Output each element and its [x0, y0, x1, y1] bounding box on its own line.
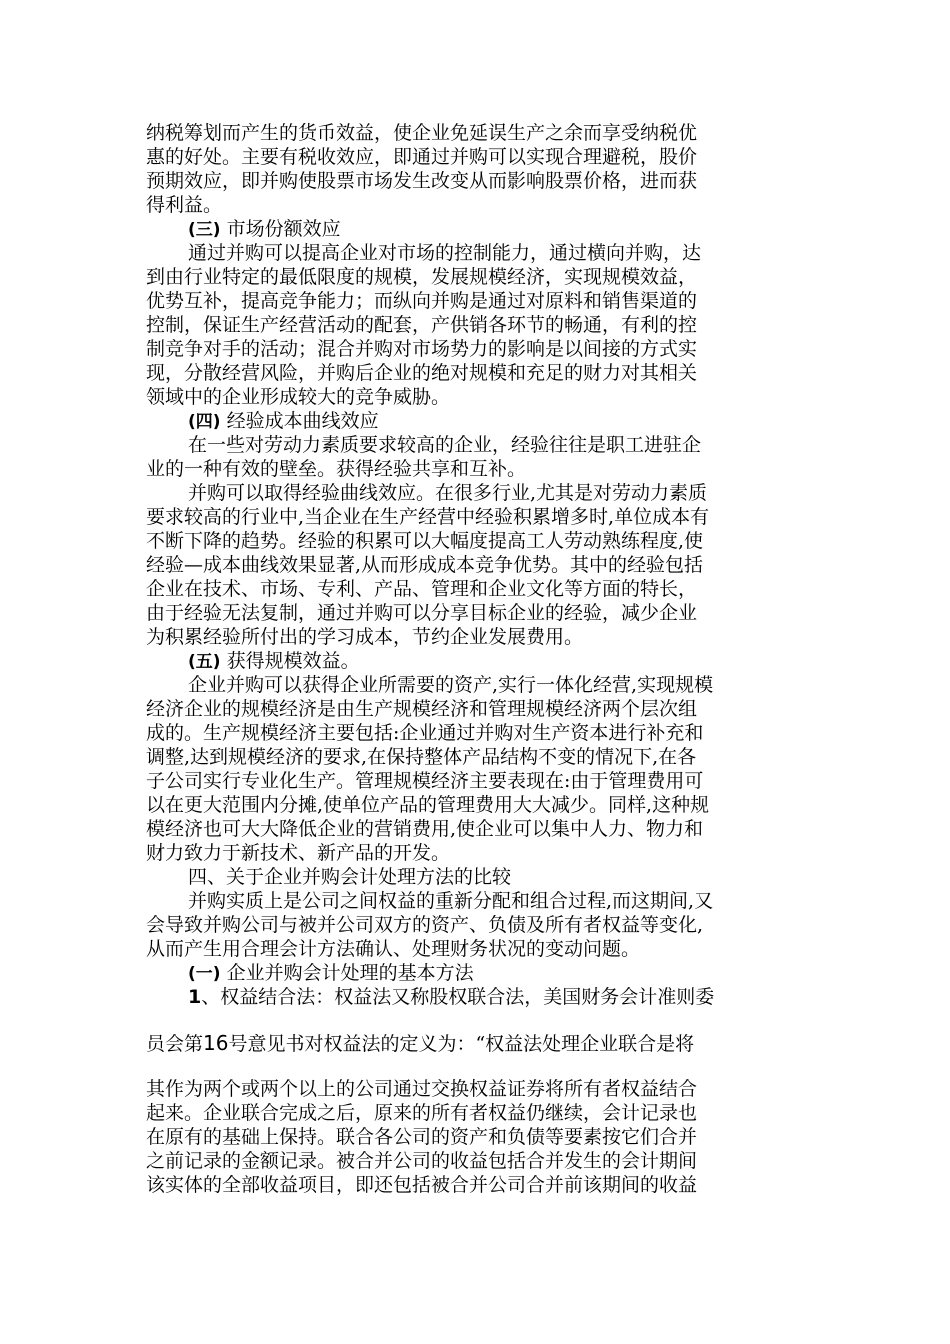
heading-number: (三)	[188, 220, 221, 240]
heading-market-share-effect	[146, 217, 806, 241]
text-line: 并购可以取得经验曲线效应。在很多行业,尤其是对劳动力素质	[188, 482, 708, 504]
text-line: 预期效应，即并购使股票市场发生改变从而影响股票价格，进而获	[146, 170, 698, 192]
text-line	[146, 985, 806, 1009]
text-line: 经济企业的规模经济是由生产规模经济和管理规模经济两个层次组	[146, 698, 698, 720]
heading-scale-benefit	[146, 649, 806, 673]
text-span: 员会第	[146, 1033, 204, 1055]
text-line: 在原有的基础上保持。联合各公司的资产和负债等要素按它们合并	[146, 1126, 698, 1148]
heading-number: (四)	[188, 412, 221, 432]
text-line: 业的一种有效的壁垒。获得经验共享和互补。	[146, 458, 527, 480]
paragraph-experience-barrier	[146, 433, 806, 481]
paragraph-market-control	[146, 241, 806, 409]
heading-text: 市场份额效应	[220, 218, 341, 240]
text-line: 到由行业特定的最低限度的规模，发展规模经济，实现规模效益，	[146, 266, 698, 288]
paragraph-merger-essence	[146, 889, 806, 961]
heading-basic-methods	[146, 961, 806, 985]
text-line: 企业在技术、市场、专利、产品、管理和企业文化等方面的特长，	[146, 578, 698, 600]
paragraph-pooling-method	[146, 985, 806, 1055]
text-line: 在一些对劳动力素质要求较高的企业，经验往往是职工进驻企	[188, 434, 702, 456]
text-line: 纳税筹划而产生的货币效益，使企业免延误生产之余而享受纳税优	[146, 122, 698, 144]
text-line: 惠的好处。主要有税收效应，即通过并购可以实现合理避税，股价	[146, 146, 698, 168]
text-line: 经验—成本曲线效果显著,从而形成成本竞争优势。其中的经验包括	[146, 554, 704, 576]
text-line: 成的。生产规模经济主要包括:企业通过并购对生产资本进行补充和	[146, 722, 704, 744]
paragraph-pooling-definition	[146, 1077, 806, 1197]
opinion-number: 16	[203, 1031, 229, 1055]
text-span: 号意见书对权益法的定义为：“权益法处理企业联合是将	[228, 1033, 695, 1055]
text-line: 优势互补，提高竞争能力；而纵向并购是通过对原料和销售渠道的	[146, 290, 698, 312]
text-line: 不断下降的趋势。经验的积累可以大幅度提高工人劳动熟练程度,使	[146, 530, 704, 552]
text-span: 、权益结合法：权益法又称股权联合法，美国财务会计准则委	[201, 986, 715, 1008]
text-line: 其作为两个或两个以上的公司通过交换权益证券将所有者权益结合	[146, 1078, 698, 1100]
text-line: 领域中的企业形成较大的竞争威胁。	[146, 386, 451, 408]
paragraph-experience-curve	[146, 481, 806, 649]
text-line: 企业并购可以获得企业所需要的资产,实行一体化经营,实现规模	[188, 674, 714, 696]
text-line: 子公司实行专业化生产。管理规模经济主要表现在:由于管理费用可	[146, 770, 704, 792]
item-number: 1	[188, 986, 202, 1008]
text-line: 财力致力于新技术、新产品的开发。	[146, 842, 451, 864]
paragraph-tax-benefit	[146, 121, 806, 217]
text-line: 由于经验无法复制，通过并购可以分享目标企业的经验，减少企业	[146, 602, 698, 624]
text-line: 制竞争对手的活动；混合并购对市场势力的影响是以间接的方式实	[146, 338, 698, 360]
text-line: 从而产生用合理会计方法确认、处理财务状况的变动问题。	[146, 938, 641, 960]
text-line: 要求较高的行业中,当企业在生产经营中经验积累增多时,单位成本有	[146, 506, 710, 528]
text-line	[146, 1031, 806, 1055]
document-page	[146, 121, 806, 1197]
heading-text: 企业并购会计处理的基本方法	[220, 962, 474, 984]
heading-text: 经验成本曲线效应	[220, 410, 379, 432]
text-line: 起来。企业联合完成之后，原来的所有者权益仍继续，会计记录也	[146, 1102, 698, 1124]
section-heading-accounting-comparison: 四、关于企业并购会计处理方法的比较	[188, 866, 512, 888]
text-line: 之前记录的金额记录。被合并公司的收益包括合并发生的会计期间	[146, 1150, 698, 1172]
heading-number: (五)	[188, 652, 221, 672]
paragraph-scale-economy	[146, 673, 806, 865]
text-line: 该实体的全部收益项目，即还包括被合并公司合并前该期间的收益	[146, 1174, 698, 1196]
text-line: 得利益。	[146, 194, 223, 216]
text-line: 控制，保证生产经营活动的配套，产供销各环节的畅通，有利的控	[146, 314, 698, 336]
heading-number: (一)	[188, 964, 221, 984]
text-line: 会导致并购公司与被并公司双方的资产、负债及所有者权益等变化,	[146, 914, 704, 936]
text-line: 模经济也可大大降低企业的营销费用,使企业可以集中人力、物力和	[146, 818, 704, 840]
text-line: 以在更大范围内分摊,使单位产品的管理费用大大减少。同样,这种规	[146, 794, 710, 816]
text-line: 并购实质上是公司之间权益的重新分配和组合过程,而这期间,又	[188, 890, 714, 912]
heading-text: 获得规模效益。	[220, 650, 360, 672]
text-line: 现，分散经营风险，并购后企业的绝对规模和充足的财力对其相关	[146, 362, 698, 384]
heading-experience-curve-effect	[146, 409, 806, 433]
text-line: 通过并购可以提高企业对市场的控制能力，通过横向并购，达	[188, 242, 702, 264]
text-line: 调整,达到规模经济的要求,在保持整体产品结构不变的情况下,在各	[146, 746, 697, 768]
text-line: 为积累经验所付出的学习成本，节约企业发展费用。	[146, 626, 584, 648]
